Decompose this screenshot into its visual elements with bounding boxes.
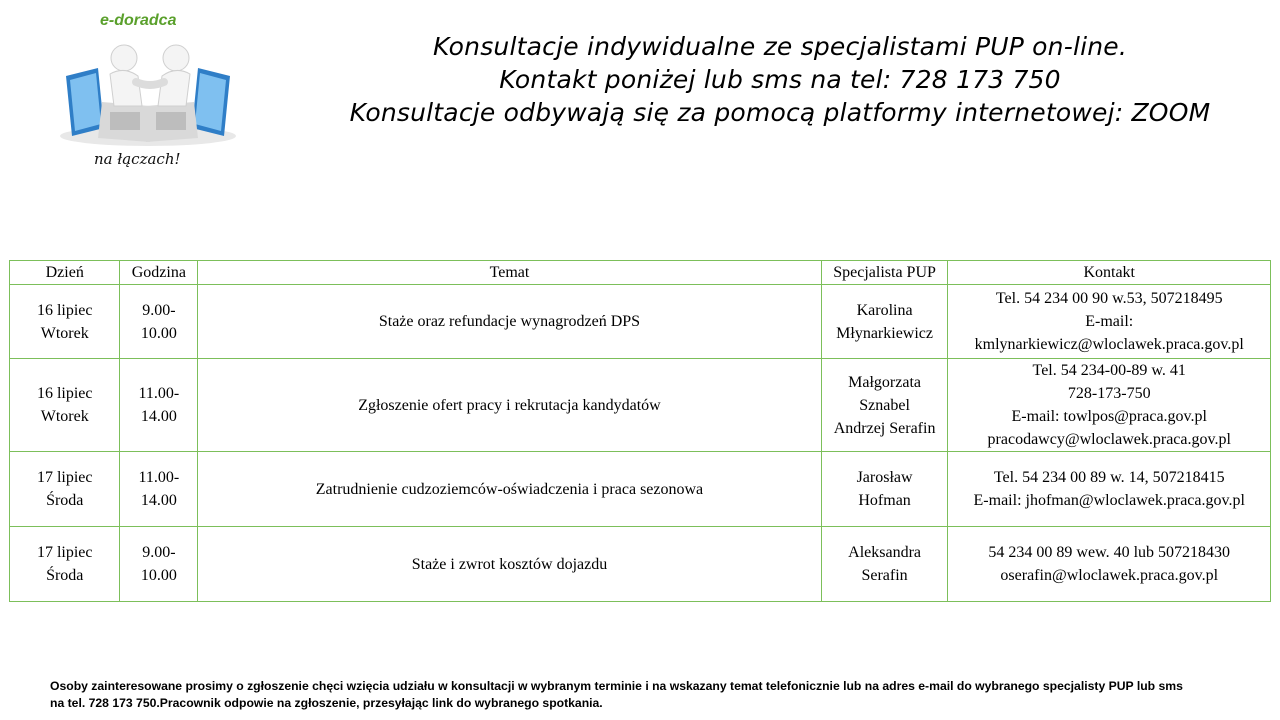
header-contact: Kontakt	[948, 261, 1271, 285]
footer-line-1: Osoby zainteresowane prosimy o zgłoszenie chęci wzięcia udziału w konsultacji w wybranym terminie i na wskazany temat telefonicznie lub na adres e-mail do wybranego specjalisty PUP lub sms	[50, 679, 1183, 693]
header-line-1: Konsultacje indywidualne ze specjalistami PUP on-line.	[432, 32, 1128, 61]
header-line-2: Kontakt poniżej lub sms na tel: 728 173 750	[499, 65, 1061, 94]
table-row	[10, 285, 1271, 359]
header-line-3: Konsultacje odbywają się za pomocą platformy internetowej: ZOOM	[349, 98, 1211, 127]
cell-specialist: Jarosław Hofman	[821, 452, 948, 527]
cell-topic: Zgłoszenie ofert pracy i rekrutacja kandydatów	[198, 359, 821, 452]
cell-topic: Staże oraz refundacje wynagrodzeń DPS	[198, 285, 821, 359]
consultation-schedule-table	[9, 260, 1271, 602]
cell-hour: 9.00- 10.00	[120, 527, 198, 602]
table-row	[10, 359, 1271, 452]
cell-day: 17 lipiec Środa	[10, 452, 120, 527]
table-row	[10, 452, 1271, 527]
cell-day: 16 lipiec Wtorek	[10, 359, 120, 452]
table-row	[10, 527, 1271, 602]
footer-line-2: na tel. 728 173 750.Pracownik odpowie na zgłoszenie, przesyłając link do wybranego spotkania.	[50, 696, 603, 710]
logo-tagline: na łączach!	[94, 150, 181, 168]
cell-contact: Tel. 54 234-00-89 w. 41 728-173-750 E-mail: towlpos@praca.gov.pl pracodawcy@wloclawek.praca.gov.pl	[948, 359, 1271, 452]
header-hour: Godzina	[120, 261, 198, 285]
cell-hour: 9.00- 10.00	[120, 285, 198, 359]
handshake-laptops-icon	[58, 36, 238, 146]
cell-specialist: Małgorzata Sznabel Andrzej Serafin	[821, 359, 948, 452]
page-header	[280, 30, 1280, 129]
e-doradca-logo	[58, 10, 238, 175]
cell-hour: 11.00- 14.00	[120, 359, 198, 452]
cell-topic: Zatrudnienie cudzoziemców-oświadczenia i praca sezonowa	[198, 452, 821, 527]
header-specialist: Specjalista PUP	[821, 261, 948, 285]
footer-note	[50, 678, 1270, 712]
cell-contact: 54 234 00 89 wew. 40 lub 507218430 oserafin@wloclawek.praca.gov.pl	[948, 527, 1271, 602]
cell-hour: 11.00- 14.00	[120, 452, 198, 527]
cell-specialist: Aleksandra Serafin	[821, 527, 948, 602]
cell-day: 16 lipiec Wtorek	[10, 285, 120, 359]
cell-specialist: Karolina Młynarkiewicz	[821, 285, 948, 359]
header-topic: Temat	[198, 261, 821, 285]
cell-topic: Staże i zwrot kosztów dojazdu	[198, 527, 821, 602]
cell-contact: Tel. 54 234 00 89 w. 14, 507218415 E-mail: jhofman@wloclawek.praca.gov.pl	[948, 452, 1271, 527]
cell-contact: Tel. 54 234 00 90 w.53, 507218495 E-mail: kmlynarkiewicz@wloclawek.praca.gov.pl	[948, 285, 1271, 359]
logo-brand-text: e-doradca	[100, 12, 177, 29]
header-day: Dzień	[10, 261, 120, 285]
table-header-row	[10, 261, 1271, 285]
cell-day: 17 lipiec Środa	[10, 527, 120, 602]
